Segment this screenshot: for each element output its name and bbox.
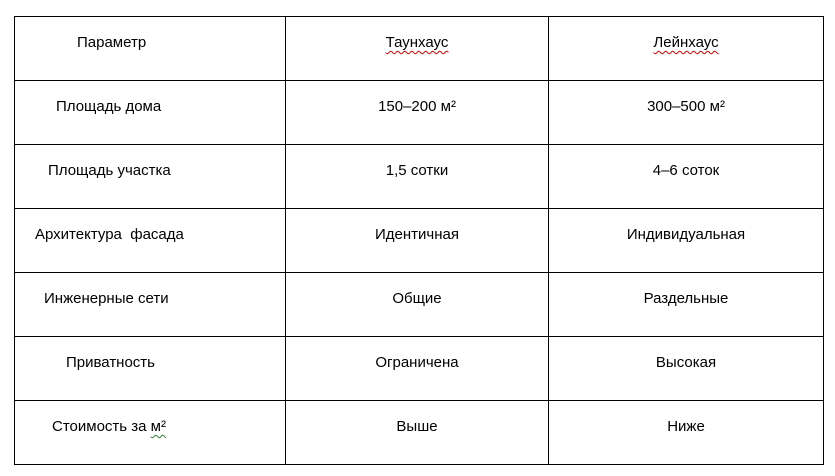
- table-row: [15, 81, 824, 145]
- row-lanehouse-cell[interactable]: [549, 273, 824, 337]
- header-cell-lanehouse[interactable]: [549, 17, 824, 81]
- table-header-row: [15, 17, 824, 81]
- row-lanehouse-text: Индивидуальная: [626, 226, 746, 243]
- row-parameter-prefix: Стоимость за: [52, 418, 151, 435]
- row-parameter-cell[interactable]: [15, 337, 286, 401]
- row-lanehouse-text: 300–500 м²: [647, 98, 725, 115]
- row-townhouse-text: 150–200 м²: [378, 98, 456, 115]
- comparison-table: [14, 16, 824, 465]
- row-parameter-text: Площадь дома: [56, 98, 162, 115]
- table-row: [15, 401, 824, 465]
- table-row: [15, 209, 824, 273]
- header-lanehouse-text: Лейнхаус: [653, 34, 719, 51]
- row-lanehouse-text: 4–6 соток: [652, 162, 720, 179]
- header-parameter-text: Параметр: [77, 34, 147, 51]
- row-townhouse-text: Выше: [396, 418, 438, 435]
- table-row: [15, 145, 824, 209]
- header-cell-townhouse[interactable]: [286, 17, 549, 81]
- table-row: [15, 337, 824, 401]
- row-parameter-unit: м²: [150, 418, 166, 435]
- row-lanehouse-cell[interactable]: [549, 401, 824, 465]
- row-townhouse-text: Ограничена: [375, 354, 459, 371]
- row-townhouse-cell[interactable]: [286, 145, 549, 209]
- row-parameter-cell[interactable]: [15, 401, 286, 465]
- header-townhouse-text: Таунхаус: [385, 34, 449, 51]
- row-parameter-cell[interactable]: [15, 209, 286, 273]
- row-lanehouse-cell[interactable]: [549, 81, 824, 145]
- row-parameter-cell[interactable]: [15, 273, 286, 337]
- row-lanehouse-cell[interactable]: [549, 209, 824, 273]
- row-lanehouse-text: Раздельные: [643, 290, 729, 307]
- row-parameter-text: Приватность: [66, 354, 155, 371]
- row-townhouse-cell[interactable]: [286, 273, 549, 337]
- row-parameter-text: Площадь участка: [48, 162, 171, 179]
- row-townhouse-cell[interactable]: [286, 337, 549, 401]
- row-townhouse-cell[interactable]: [286, 209, 549, 273]
- row-lanehouse-text: Высокая: [655, 354, 717, 371]
- row-townhouse-text: 1,5 сотки: [385, 162, 449, 179]
- row-parameter-text: Архитектура фасада: [35, 226, 184, 243]
- row-townhouse-text: Идентичная: [375, 226, 459, 243]
- table-row: [15, 273, 824, 337]
- row-parameter-text: Инженерные сети: [44, 290, 169, 307]
- row-townhouse-text: Общие: [392, 290, 442, 307]
- row-parameter-text: [15, 401, 285, 435]
- row-townhouse-cell[interactable]: [286, 81, 549, 145]
- header-cell-parameter[interactable]: [15, 17, 286, 81]
- row-parameter-cell[interactable]: [15, 81, 286, 145]
- row-lanehouse-cell[interactable]: [549, 145, 824, 209]
- row-lanehouse-cell[interactable]: [549, 337, 824, 401]
- row-townhouse-cell[interactable]: [286, 401, 549, 465]
- row-lanehouse-text: Ниже: [667, 418, 705, 435]
- row-parameter-cell[interactable]: [15, 145, 286, 209]
